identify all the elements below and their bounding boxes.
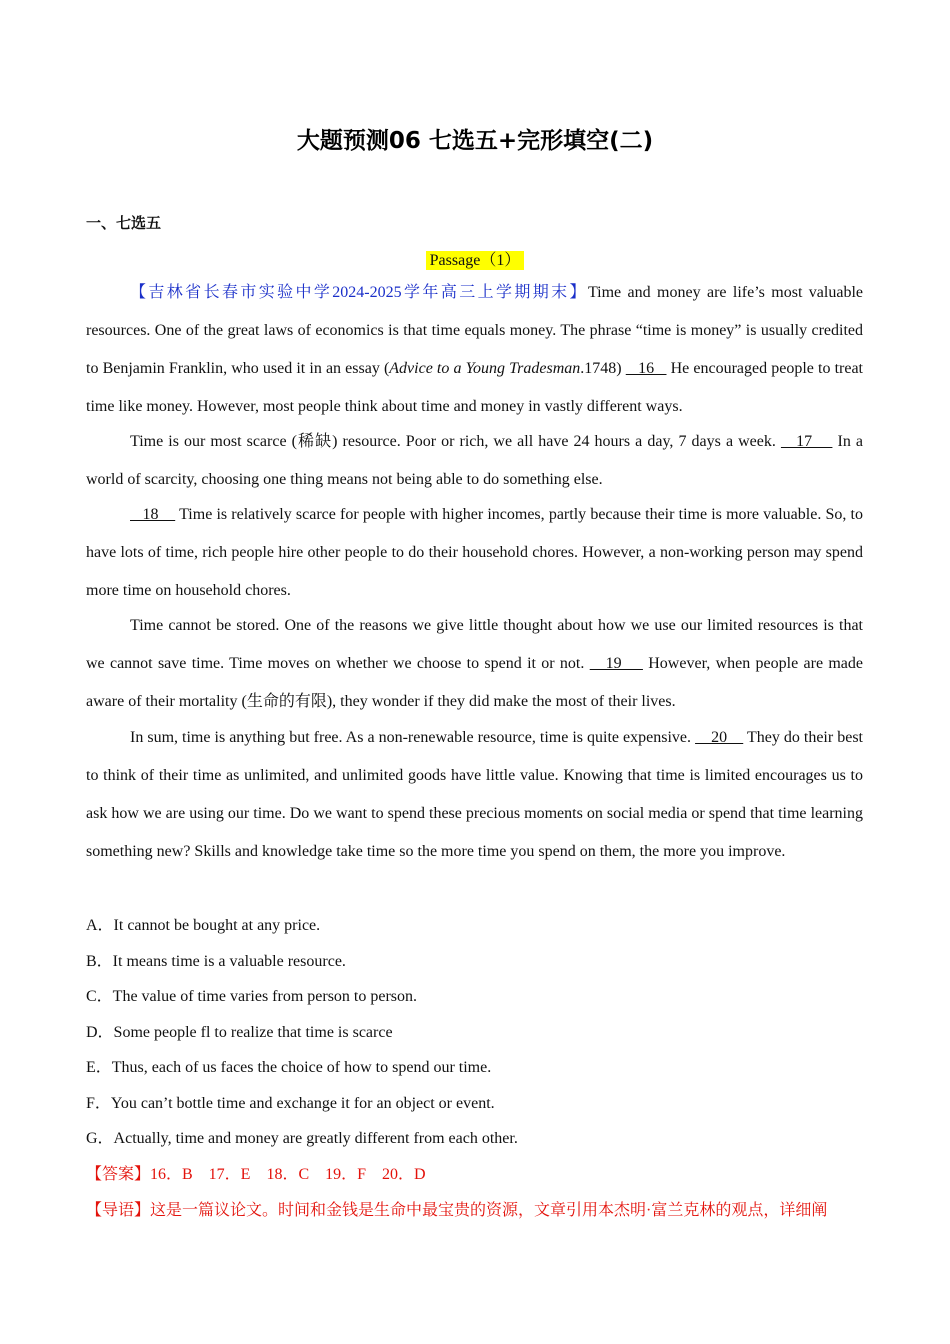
blank-17: 17 bbox=[780, 433, 833, 450]
passage-body-2 bbox=[86, 423, 863, 499]
blank-20: 20 bbox=[695, 729, 744, 746]
passage-label-text: Passage（1） bbox=[426, 251, 525, 270]
guide-text: 【导语】这是一篇议论文。时间和金钱是生命中最宝贵的资源，文章引用本杰明·富兰克林的观点，详细阐 bbox=[86, 1202, 828, 1219]
blank-18: 18 bbox=[130, 506, 176, 523]
source-citation: 【吉林省长春市实验中学2024-2025学年高三上学期期末】 bbox=[130, 284, 588, 301]
passage-label bbox=[0, 247, 950, 270]
paragraph-text: .1748) bbox=[580, 360, 626, 377]
paragraph-text: However, when people are made aware of their mortality (生命的有限), they wonder if they did make the most of their lives. bbox=[86, 655, 864, 710]
essay-title: Advice to a Young Tradesman bbox=[389, 360, 581, 377]
blank-16: 16 bbox=[625, 360, 667, 377]
paragraph-3 bbox=[86, 496, 863, 610]
option-d: D．Some people fl to realize that time is scarce bbox=[86, 1023, 393, 1041]
page-title: 大题预测06 七选五+完形填空(二) bbox=[296, 128, 654, 154]
option-c: C．The value of time varies from person to person. bbox=[86, 988, 418, 1005]
paragraph-5 bbox=[86, 719, 863, 871]
paragraph-text: He encouraged people to treat time like money. However, most people think about time and money in vastly different ways. bbox=[86, 360, 864, 415]
passage-body-5 bbox=[86, 719, 863, 871]
passage-body-4 bbox=[86, 607, 863, 721]
paragraph-text: In sum, time is anything but free. As a non-renewable resource, time is quite expensive. bbox=[130, 729, 696, 746]
section-heading: 一、七选五 bbox=[86, 214, 162, 232]
paragraph-text: Time cannot be stored. One of the reasons we give little thought about how we use our limited resources is that we cannot save time. Time moves on whether we choose to spend it or not. bbox=[86, 617, 863, 672]
paragraph-2 bbox=[86, 423, 863, 499]
paragraph-1 bbox=[86, 274, 863, 426]
passage-body-3 bbox=[86, 496, 863, 610]
passage-body bbox=[86, 274, 863, 426]
options-list bbox=[86, 908, 518, 1157]
paragraph-text: Time is our most scarce (稀缺) resource. Poor or rich, we all have 24 hours a day, 7 days a week. bbox=[130, 433, 781, 450]
option-g: G．Actually, time and money are greatly different from each other. bbox=[86, 1130, 518, 1147]
option-b: B．It means time is a valuable resource. bbox=[86, 952, 346, 970]
option-f: F．You can’t bottle time and exchange it for an object or event. bbox=[86, 1094, 495, 1112]
paragraph-text: Time is relatively scarce for people with higher incomes, partly because their time is more valuable. So, to have lots of time, rich people hire other people to do their household chores. However, a non-working person may spend more time on household chores. bbox=[86, 506, 863, 599]
paragraph-text: Time and money are life’s most valuable resources. One of the great laws of economics is that time equals money. The phrase “time is money” is usually credited to Benjamin Franklin, who used it in an essay ( bbox=[86, 284, 863, 377]
blank-19: 19 bbox=[589, 655, 643, 672]
paragraph-text: They do their best to think of their time as unlimited, and unlimited goods have little value. Knowing that time is limited encourages us to ask how we are using our time. Do we want to spend these precious moments on social media or spend that time learning something new? Skills and knowledge take time so the more time you spend on them, the more you improve. bbox=[86, 729, 863, 860]
paragraph-4 bbox=[86, 607, 863, 721]
option-e: E．Thus, each of us faces the choice of how to spend our time. bbox=[86, 1059, 492, 1076]
option-a: A．It cannot be bought at any price. bbox=[86, 917, 321, 934]
paragraph-text: In a world of scarcity, choosing one thing means not being able to do something else. bbox=[86, 433, 863, 488]
answer-key: 【答案】16．B 17．E 18．C 19．F 20．D bbox=[86, 1166, 426, 1183]
